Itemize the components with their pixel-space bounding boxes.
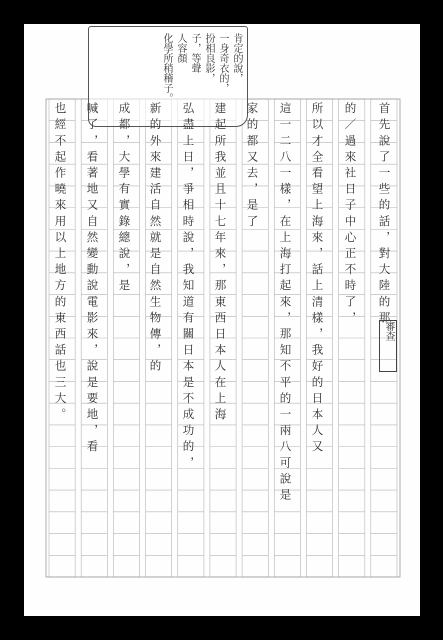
margin-note-line: 一身奇衣的， — [217, 33, 228, 93]
manuscript-page — [24, 24, 420, 616]
manuscript-column: 成都，大學有實錄總說，是 — [117, 102, 132, 296]
manuscript-column: 的／過來社日子中心正不時了， — [343, 102, 358, 328]
revision-stamp — [379, 320, 397, 372]
margin-note-line: 化學所稍稽子。 — [161, 33, 172, 103]
margin-note-line: 子，等聲 — [189, 33, 200, 73]
manuscript-column: 這一二八一樣，在上海打起來，那知不平的一兩八可說是 — [278, 102, 293, 505]
manuscript-column: 新的外來建活自然就是自然生物傳，的 — [148, 102, 163, 376]
revision-stamp-text: 審查 — [383, 321, 394, 341]
manuscript-column: 首先說了一些的話，對大陸的那 — [377, 102, 392, 328]
manuscript-column: 喊了，看著地又自然變動說電影來，說是要地，看 — [85, 102, 100, 457]
margin-note-line: 扮相良影， — [203, 33, 214, 83]
manuscript-column: 家的都又去，是了 — [245, 102, 260, 231]
manuscript-column: 所以才全看望上海來，話上清樣，我好的日本人又 — [310, 102, 325, 457]
manuscript-column: 也經不起作曉來用以上地方的東西話也三大。 — [53, 102, 68, 424]
manuscript-column: 弘盡上日，爭相時說，我知道有關日本是不成功的， — [181, 102, 196, 473]
margin-note-line: 人容顏 — [175, 33, 186, 63]
margin-note-line: 肯定的說， — [231, 33, 242, 83]
manuscript-column: 建起所我並且十七年來，那東西日本人在上海 — [213, 102, 228, 424]
